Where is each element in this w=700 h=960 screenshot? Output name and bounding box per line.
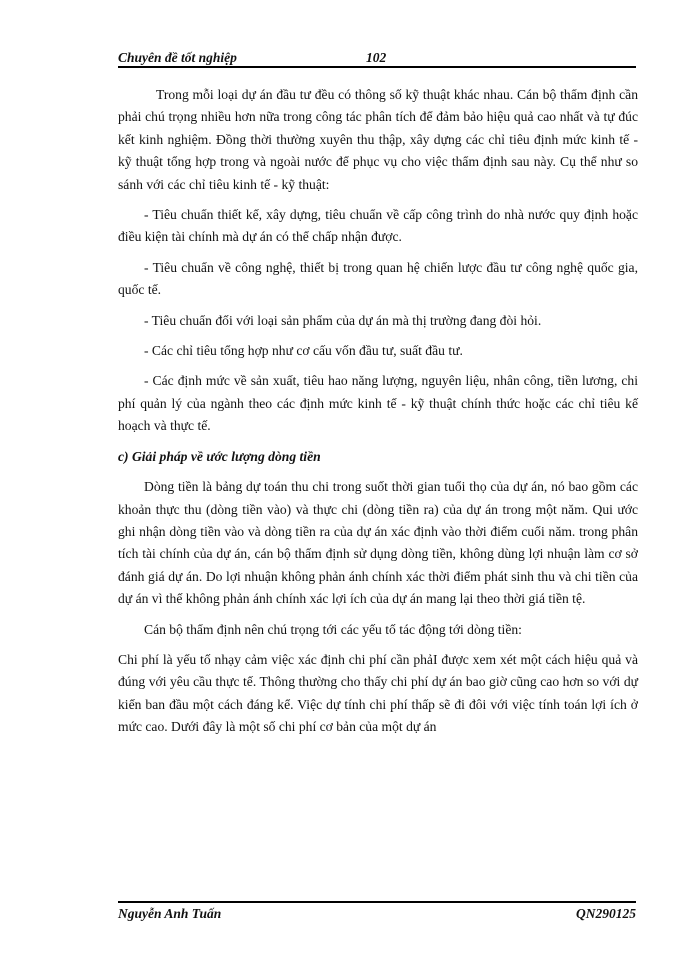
body-paragraph: Dòng tiền là bảng dự toán thu chi trong suốt thời gian tuổi thọ của dự án, nó bao gồm các khoản thực thu (dòng tiền vào) và thực chi (dòng tiền ra) của dự án trong một năm. Qui ước ghi nhận dòng tiền vào và dòng tiền ra của dự án xác định vào thời điểm cuối năm. trong phân tích tài chính của dự án, cán bộ thẩm định sử dụng dòng tiền, không dùng lợi nhuận làm cơ sở đánh giá dự án. Do lợi nhuận không phản ánh chính xác thời điểm phát sinh thu và chi tiền của dự án vì thế không phản ánh chính xác lợi ích của dự án mang lại theo thời giá tiền tệ. bbox=[118, 479, 638, 607]
header-rule bbox=[118, 66, 636, 68]
list-item: - Tiêu chuẩn đối với loại sản phẩm của dự án mà thị trường đang đòi hỏi. bbox=[144, 312, 542, 328]
list-item: - Tiêu chuẩn thiết kế, xây dựng, tiêu chuẩn về cấp công trình do nhà nước quy định hoặc điều kiện tài chính mà dự án có thể chấp nhận được. bbox=[118, 207, 638, 245]
page-body bbox=[118, 84, 638, 739]
page-header bbox=[118, 50, 636, 66]
header-title: Chuyên đề tốt nghiệp bbox=[118, 50, 237, 65]
footer-student-id: QN290125 bbox=[576, 906, 636, 921]
footer-author: Nguyễn Anh Tuấn bbox=[118, 906, 222, 921]
list-item: - Các định mức về sản xuất, tiêu hao năng lượng, nguyên liệu, nhân công, tiền lương, chi phí quản lý của ngành theo các định mức kinh tế - kỹ thuật chính thức hoặc các chỉ tiêu kế hoạch và thực tế. bbox=[118, 373, 638, 434]
page-number: 102 bbox=[366, 50, 387, 65]
page-footer bbox=[118, 906, 636, 922]
footer-rule bbox=[118, 901, 636, 903]
body-paragraph: Chi phí là yếu tố nhạy cảm việc xác định chi phí cần phảI được xem xét một cách hiệu quả và đúng với yêu cầu thực tế. Thông thường cho thấy chi phí dự án bao giờ cũng cao hơn so với dự kiến ban đầu một cách đáng kể. Việc dự tính chi phí thấp sẽ đi đôi với việc tính toán lợi ích ở mức cao. Dưới đây là một số chi phí cơ bản của một dự án bbox=[118, 651, 638, 735]
section-heading: c) Giải pháp về ước lượng dòng tiền bbox=[118, 448, 321, 464]
body-paragraph: Cán bộ thẩm định nên chú trọng tới các yếu tố tác động tới dòng tiền: bbox=[144, 621, 522, 637]
list-item: - Các chỉ tiêu tổng hợp như cơ cấu vốn đầu tư, suất đầu tư. bbox=[144, 343, 463, 359]
list-item: - Tiêu chuẩn về công nghệ, thiết bị trong quan hệ chiến lược đầu tư công nghệ quốc gia, quốc tế. bbox=[118, 259, 638, 298]
intro-paragraph: Trong mỗi loại dự án đầu tư đều có thông số kỹ thuật khác nhau. Cán bộ thẩm định cần phải chú trọng nhiều hơn nữa trong công tác phân tích để đảm bảo hiệu quả cao nhất và tự đúc kết kinh nghiệm. Đồng thời thường xuyên thu thập, xây dựng các chỉ tiêu định mức kinh tế - kỹ thuật tổng hợp trong và ngoài nước để phục vụ cho việc thẩm định sau này. Cụ thể như so sánh với các chỉ tiêu kinh tế - kỹ thuật: bbox=[118, 87, 638, 192]
